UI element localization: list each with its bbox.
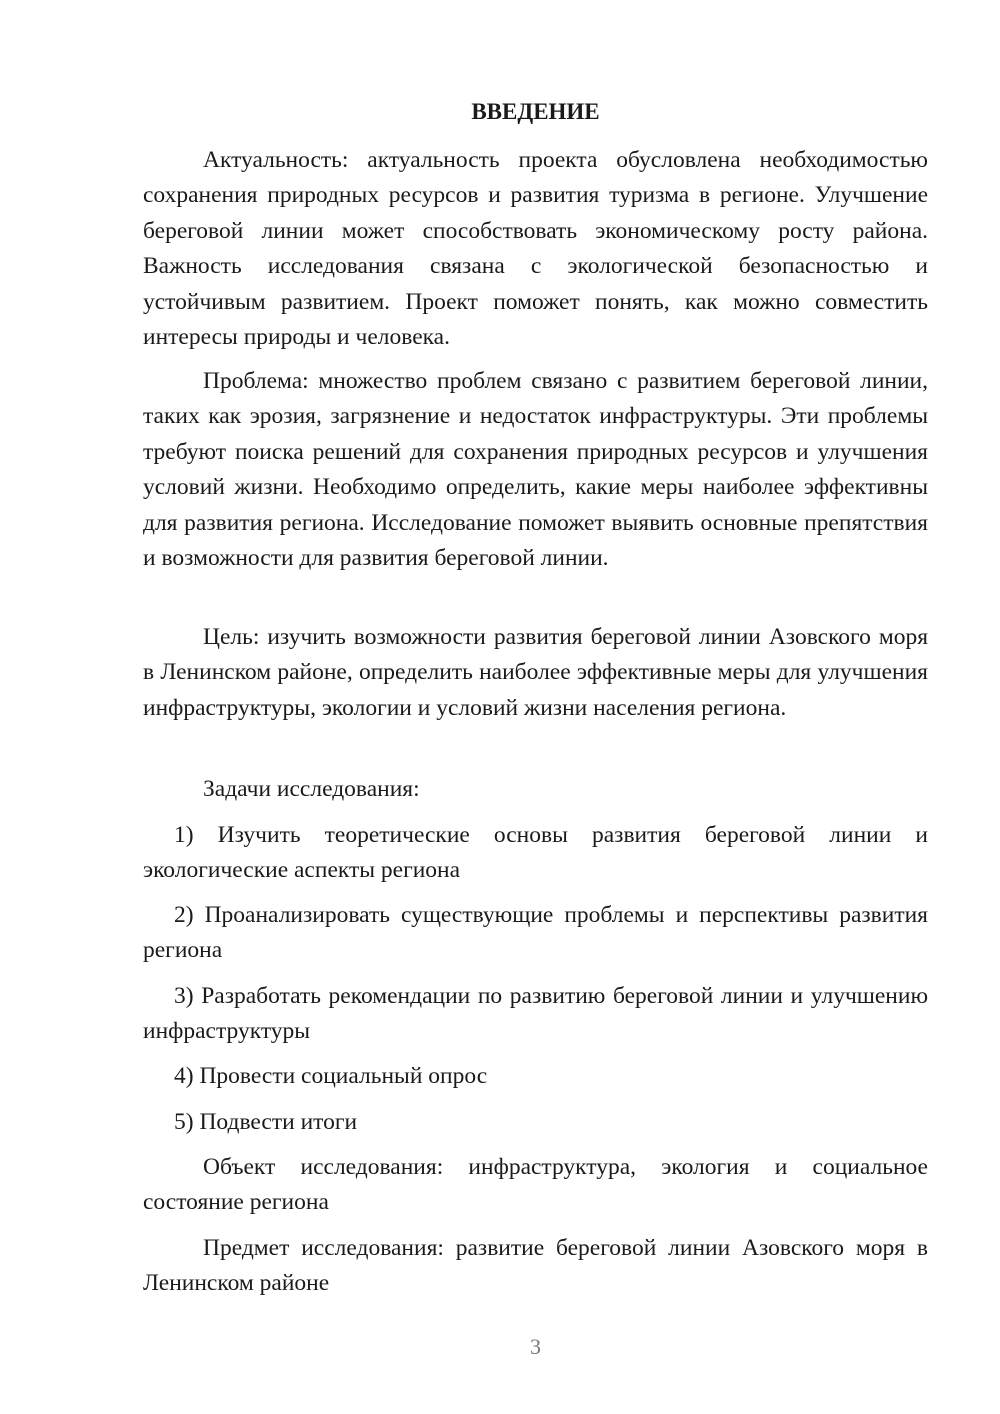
page-title: ВВЕДЕНИЕ bbox=[471, 99, 600, 124]
tasks-heading: Задачи исследования: bbox=[203, 776, 420, 802]
task-item-2: 2) Проанализировать существующие проблемы и перспективы развития региона bbox=[143, 902, 928, 964]
goal-paragraph: Цель: изучить возможности развития береговой линии Азовского моря в Ленинском районе, определить наиболее эффективные меры для улучшения инфраструктуры, экологии и условий жизни населения региона. bbox=[143, 624, 928, 721]
relevance-paragraph: Актуальность: актуальность проекта обусловлена необходимостью сохранения природных ресурсов и развития туризма в регионе. Улучшение береговой линии может способствовать экономическому росту района. Важность исследования связана с экологической безопасностью и устойчивым развитием. Проект поможет понять, как можно совместить интересы природы и человека. bbox=[143, 147, 928, 351]
page-number: 3 bbox=[530, 1334, 541, 1359]
task-item-4: 4) Провести социальный опрос bbox=[174, 1063, 488, 1089]
task-item-3: 3) Разработать рекомендации по развитию береговой линии и улучшению инфраструктуры bbox=[143, 983, 928, 1045]
subject-paragraph: Предмет исследования: развитие береговой линии Азовского моря в Ленинском районе bbox=[143, 1235, 928, 1297]
task-item-5: 5) Подвести итоги bbox=[174, 1109, 358, 1135]
task-item-1: 1) Изучить теоретические основы развития береговой линии и экологические аспекты региона bbox=[143, 822, 928, 884]
problem-paragraph: Проблема: множество проблем связано с развитием береговой линии, таких как эрозия, загрязнение и недостаток инфраструктуры. Эти проблемы требуют поиска решений для сохранения природных ресурсов и улучшения условий жизни. Необходимо определить, какие меры наиболее эффективны для развития региона. Исследование поможет выявить основные препятствия и возможности для развития береговой линии. bbox=[143, 368, 928, 572]
document-page bbox=[143, 0, 928, 1414]
object-paragraph: Объект исследования: инфраструктура, экология и социальное состояние региона bbox=[143, 1154, 928, 1216]
